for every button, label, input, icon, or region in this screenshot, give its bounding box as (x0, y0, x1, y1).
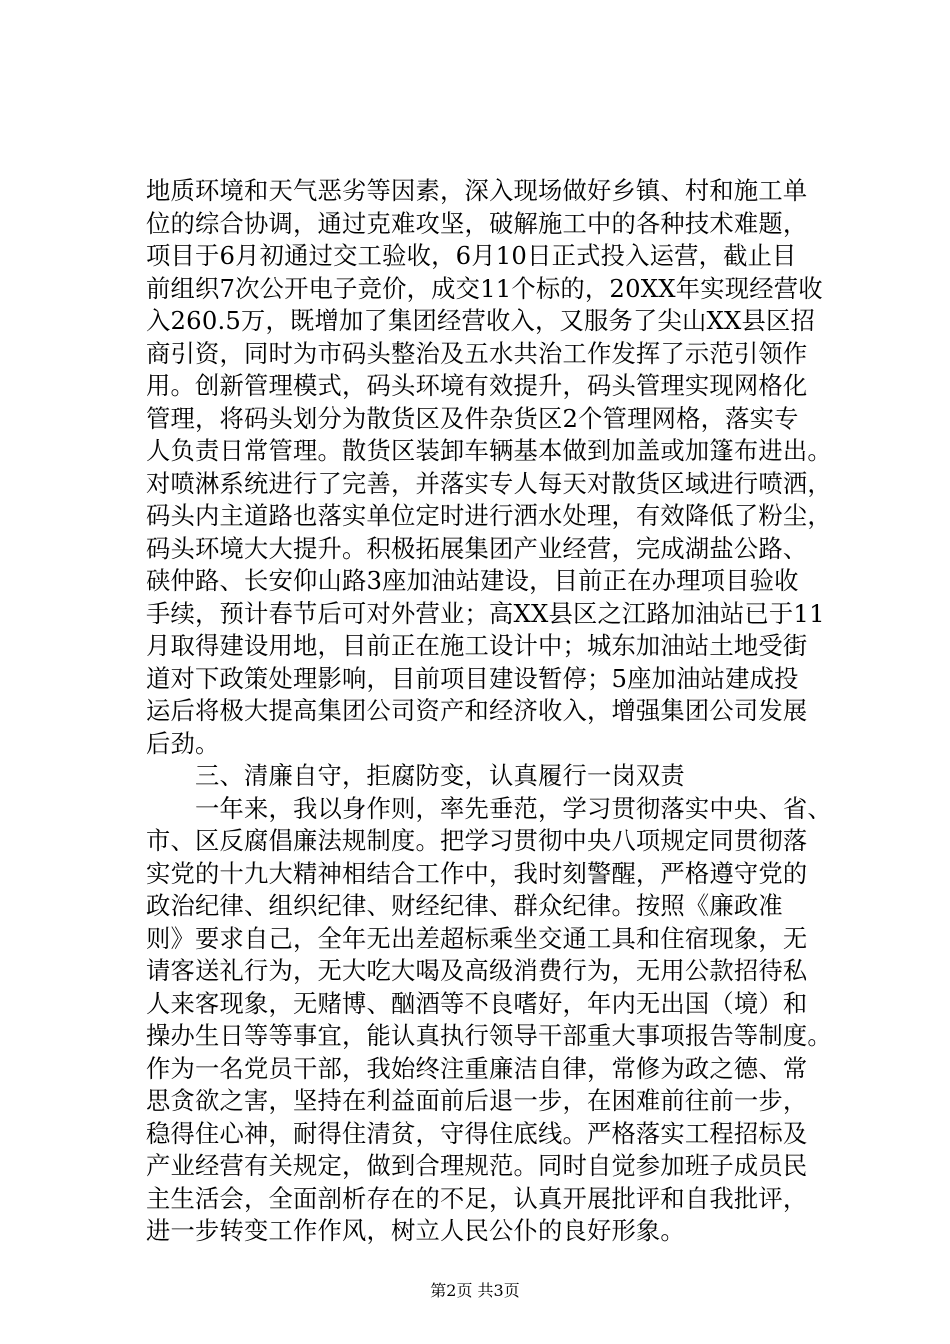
text-line: 月取得建设用地，目前正在施工设计中；城东加油站土地受街 (146, 631, 808, 660)
text-line: 稳得住心神，耐得住清贫，守得住底线。严格落实工程招标及 (146, 1118, 808, 1148)
text-line: 地质环境和天气恶劣等因素，深入现场做好乡镇、村和施工单 (146, 176, 808, 205)
document-body (146, 175, 836, 1248)
text-line: 入260.5万，既增加了集团经营收入，又服务了尖山XX县区招 (146, 306, 815, 335)
text-line: 用。创新管理模式，码头环境有效提升，码头管理实现网格化 (146, 371, 808, 400)
text-line: 作为一名党员干部，我始终注重廉洁自律，常修为政之德、常 (146, 1053, 808, 1083)
text-line: 项目于6月初通过交工验收，6月10日正式投入运营，截止目 (146, 241, 797, 270)
text-line: 市、区反腐倡廉法规制度。把学习贯彻中央八项规定同贯彻落 (146, 826, 808, 855)
text-line: 道对下政策处理影响，目前项目建设暂停；5座加油站建成投 (146, 663, 799, 693)
text-line: 人来客现象，无赌博、酗酒等不良嗜好，年内无出国（境）和 (146, 988, 808, 1018)
text-line: 手续，预计春节后可对外营业；高XX县区之江路加油站已于11 (146, 598, 825, 628)
text-line: 位的综合协调，通过克难攻坚，破解施工中的各种技术难题， (146, 208, 808, 238)
text-line: 进一步转变工作作风，树立人民公仆的良好形象。 (146, 1216, 685, 1245)
text-line: 后劲。 (146, 728, 220, 758)
page-number-footer: 第2页 共3页 (430, 1281, 520, 1300)
text-line: 产业经营有关规定，做到合理规范。同时自觉参加班子成员民 (146, 1151, 808, 1180)
text-line: 则》要求自己，全年无出差超标乘坐交通工具和住宿现象，无 (146, 923, 808, 953)
text-line: 码头环境大大提升。积极拓展集团产业经营，完成湖盐公路、 (146, 533, 808, 563)
section-heading: 三、清廉自守，拒腐防变，认真履行一岗双责 (146, 761, 685, 790)
text-line: 管理，将码头划分为散货区及件杂货区2个管理网格，落实专 (146, 403, 799, 433)
text-line: 人负责日常管理。散货区装卸车辆基本做到加盖或加篷布进出。 (146, 436, 832, 465)
text-line: 前组织7次公开电子竞价，成交11个标的，20XX年实现经营收 (146, 273, 823, 303)
text-line: 对喷淋系统进行了完善，并落实专人每天对散货区域进行喷洒， (146, 468, 832, 498)
text-line: 商引资，同时为市码头整治及五水共治工作发挥了示范引领作 (146, 338, 808, 368)
text-line: 操办生日等等事宜，能认真执行领导干部重大事项报告等制度。 (146, 1021, 832, 1050)
text-line: 政治纪律、组织纪律、财经纪律、群众纪律。按照《廉政准 (146, 891, 783, 920)
text-line: 运后将极大提高集团公司资产和经济收入，增强集团公司发展 (146, 696, 808, 725)
text-line: 主生活会，全面剖析存在的不足，认真开展批评和自我批评， (146, 1183, 808, 1213)
text-line: 思贪欲之害，坚持在利益面前后退一步，在困难前往前一步， (146, 1086, 808, 1115)
text-line: 实党的十九大精神相结合工作中，我时刻警醒，严格遵守党的 (146, 858, 808, 888)
text-line: 硖仲路、长安仰山路3座加油站建设，目前正在办理项目验收 (146, 566, 799, 595)
text-line: 一年来，我以身作则，率先垂范，学习贯彻落实中央、省、 (146, 793, 832, 823)
text-line: 请客送礼行为，无大吃大喝及高级消费行为，无用公款招待私 (146, 956, 808, 985)
text-line: 码头内主道路也落实单位定时进行洒水处理，有效降低了粉尘， (146, 501, 832, 530)
